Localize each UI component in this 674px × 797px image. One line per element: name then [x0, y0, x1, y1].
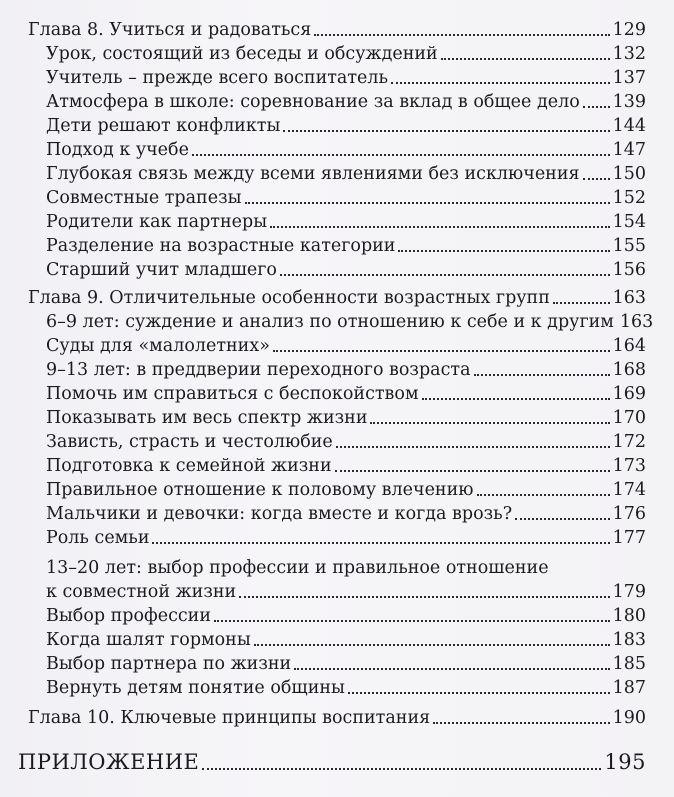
toc-entry[interactable] — [0, 502, 674, 526]
toc-entry[interactable] — [0, 138, 674, 162]
dot-leader — [245, 202, 610, 204]
dot-leader — [254, 644, 610, 646]
toc-entry-page: 144 — [612, 116, 646, 136]
dot-leader — [398, 250, 609, 252]
toc-entry-title: 9–13 лет: в преддверии переходного возраста — [46, 360, 471, 380]
toc-entry-title: Глава 10. Ключевые принципы воспитания — [28, 708, 431, 728]
toc-entry-page: 137 — [612, 68, 646, 88]
dot-leader — [273, 350, 610, 352]
toc-entry-title: Урок, состоящий из беседы и обсуждений — [46, 44, 438, 64]
dot-leader — [239, 596, 609, 598]
toc-entry[interactable] — [0, 526, 674, 550]
toc-entry-page: 183 — [612, 630, 646, 650]
dot-leader — [583, 106, 610, 108]
toc-entry-page: 195 — [604, 750, 646, 774]
toc-entry-page: 164 — [612, 336, 646, 356]
toc-entry-page: 187 — [612, 678, 646, 698]
toc-entry[interactable] — [0, 114, 674, 138]
toc-entry-title: 13–20 лет: выбор профессии и правильное отношение — [46, 558, 549, 578]
toc-entry[interactable] — [0, 430, 674, 454]
toc-entry-page: 154 — [612, 212, 646, 232]
dot-leader — [152, 542, 609, 544]
toc-entry-chapter-9[interactable] — [0, 286, 674, 310]
toc-entry[interactable] — [0, 628, 674, 652]
toc-entry-title: Глубокая связь между всеми явлениями без исключения — [46, 164, 580, 184]
toc-entry-page: 179 — [612, 582, 646, 602]
toc-entry-page: 180 — [612, 606, 646, 626]
dot-leader — [314, 34, 609, 36]
toc-entry[interactable] — [0, 186, 674, 210]
dot-leader — [192, 154, 610, 156]
dot-leader — [270, 226, 609, 228]
toc-entry-page: 147 — [612, 140, 646, 160]
dot-leader — [433, 722, 609, 724]
toc-entry-appendix[interactable] — [0, 748, 674, 776]
toc-entry-title: Зависть, страсть и честолюбие — [46, 432, 333, 452]
toc-entry[interactable] — [0, 258, 674, 282]
dot-leader — [583, 178, 610, 180]
toc-entry-page: 129 — [612, 20, 646, 40]
toc-entry[interactable] — [0, 358, 674, 382]
dot-leader — [474, 374, 610, 376]
toc-entry-page: 177 — [612, 528, 646, 548]
toc-entry[interactable] — [0, 310, 674, 334]
toc-entry-title: ПРИЛОЖЕНИЕ — [18, 750, 200, 774]
toc-entry-title: Родители как партнеры — [46, 212, 268, 232]
toc-entry-page: 163 — [619, 312, 654, 332]
toc-entry-page: 172 — [612, 432, 646, 452]
toc-entry-title: Роль семьи — [46, 528, 150, 548]
toc-entry-page: 150 — [612, 164, 646, 184]
toc-entry-title: Суды для «малолетних» — [46, 336, 270, 356]
toc-entry-page: 168 — [612, 360, 646, 380]
dot-leader — [477, 494, 610, 496]
toc-entry-title: к совместной жизни — [46, 582, 237, 602]
toc-entry[interactable] — [0, 478, 674, 502]
dot-leader — [294, 668, 609, 670]
toc-entry[interactable] — [0, 66, 674, 90]
toc-entry[interactable] — [0, 652, 674, 676]
toc-entry-title: Старший учит младшего — [46, 260, 277, 280]
toc-entry[interactable] — [0, 406, 674, 430]
toc-entry-title: Глава 8. Учиться и радоваться — [28, 20, 312, 40]
toc-entry[interactable] — [0, 90, 674, 114]
dot-leader — [391, 82, 610, 84]
dot-leader — [214, 620, 610, 622]
toc-entry-title: Помочь им справиться с беспокойством — [46, 384, 419, 404]
toc-entry-page: 176 — [612, 504, 646, 524]
toc-entry-title: Правильное отношение к половому влечению — [46, 480, 474, 500]
dot-leader — [336, 446, 610, 448]
dot-leader — [348, 692, 610, 694]
toc-entry-title: Подготовка к семейной жизни — [46, 456, 332, 476]
toc-entry-title: Выбор партнера по жизни — [46, 654, 292, 674]
toc-entry-page: 173 — [612, 456, 646, 476]
toc-entry-title: Атмосфера в школе: соревнование за вклад в общее дело — [46, 92, 580, 112]
dot-leader — [202, 768, 601, 770]
dot-leader — [370, 422, 609, 424]
toc-entry-multiline-first[interactable] — [0, 556, 674, 580]
toc-entry-page: 174 — [612, 480, 646, 500]
dot-leader — [422, 398, 610, 400]
toc-entry-title: Дети решают конфликты — [46, 116, 281, 136]
toc-entry[interactable] — [0, 210, 674, 234]
dot-leader — [283, 130, 609, 132]
toc-entry-page: 190 — [612, 708, 646, 728]
dot-leader — [515, 518, 610, 520]
toc-entry[interactable] — [0, 234, 674, 258]
toc-entry-title: Учитель – прежде всего воспитатель — [46, 68, 389, 88]
toc-entry-title: Мальчики и девочки: когда вместе и когда врозь? — [46, 504, 513, 524]
dot-leader — [441, 58, 610, 60]
toc-entry-page: 185 — [612, 654, 646, 674]
toc-entry-title: Подход к учебе — [46, 140, 189, 160]
toc-entry-page: 139 — [612, 92, 646, 112]
toc-entry-title: Вернуть детям понятие общины — [46, 678, 345, 698]
toc-entry-page: 156 — [612, 260, 646, 280]
dot-leader — [553, 302, 610, 304]
dot-leader — [280, 274, 610, 276]
toc-entry[interactable] — [0, 580, 674, 604]
toc-entry-title: Разделение на возрастные категории — [46, 236, 396, 256]
toc-entry-page: 163 — [612, 288, 646, 308]
toc-entry-title: Показывать им весь спектр жизни — [46, 408, 368, 428]
toc-entry-title: Выбор профессии — [46, 606, 212, 626]
toc-entry-title: Глава 9. Отличительные особенности возрастных групп — [28, 288, 550, 308]
toc-entry-page: 169 — [612, 384, 646, 404]
toc-entry-page: 152 — [612, 188, 646, 208]
toc-entry-chapter-10[interactable] — [0, 706, 674, 730]
toc-entry-page: 155 — [612, 236, 646, 256]
toc-entry-title: Когда шалят гормоны — [46, 630, 251, 650]
toc-entry[interactable] — [0, 382, 674, 406]
toc-entry-page: 132 — [612, 44, 646, 64]
toc-entry[interactable] — [0, 42, 674, 66]
toc-entry-chapter-8[interactable] — [0, 18, 674, 42]
toc-entry[interactable] — [0, 334, 674, 358]
dot-leader — [335, 470, 610, 472]
toc-entry[interactable] — [0, 604, 674, 628]
toc-entry[interactable] — [0, 454, 674, 478]
toc-entry-title: 6–9 лет: суждение и анализ по отношению к себе и к другим — [46, 312, 614, 332]
toc-entry-title: Совместные трапезы — [46, 188, 242, 208]
toc-entry-page: 170 — [612, 408, 646, 428]
toc-entry[interactable] — [0, 162, 674, 186]
toc-entry[interactable] — [0, 676, 674, 700]
